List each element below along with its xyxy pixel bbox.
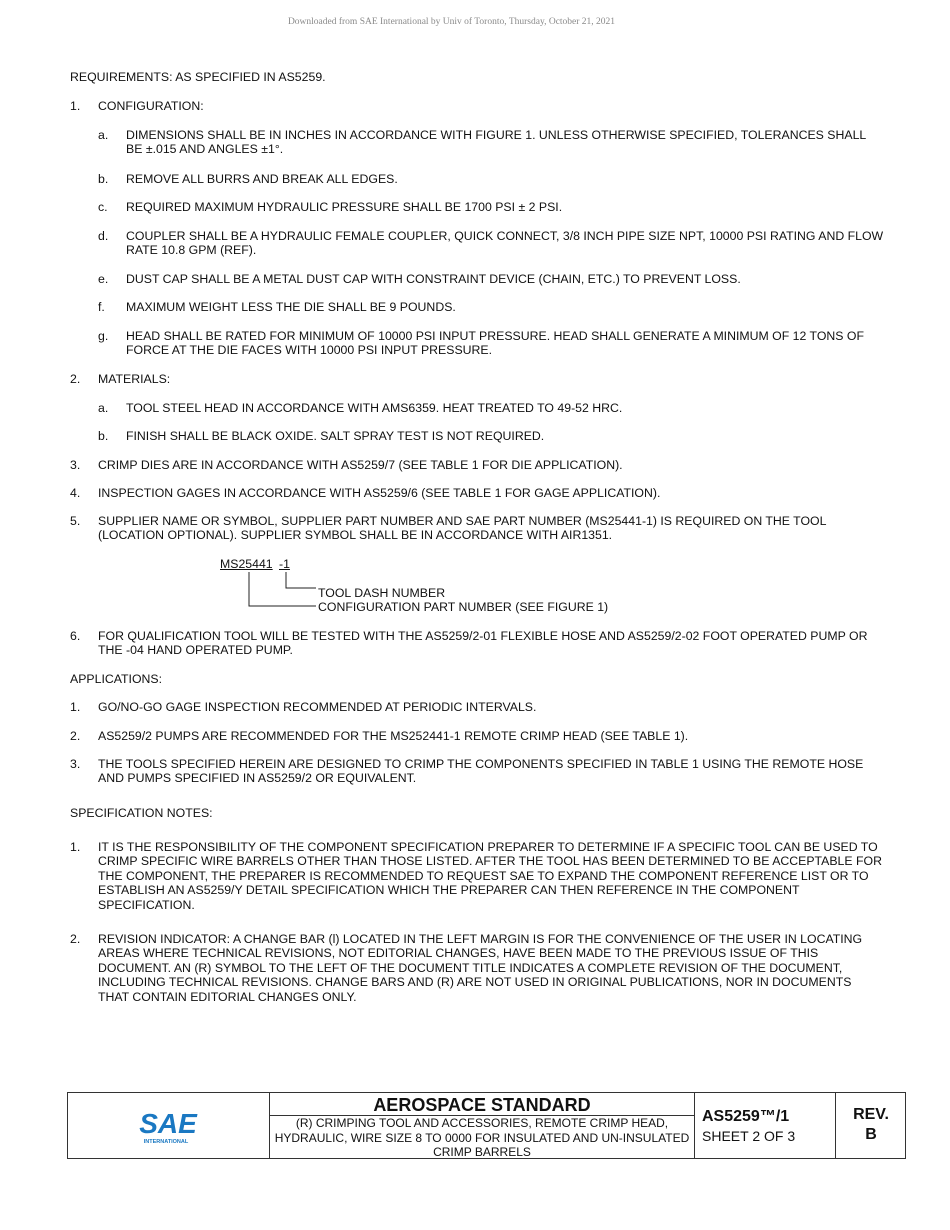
item-text: SUPPLIER NAME OR SYMBOL, SUPPLIER PART NUMBER AND SAE PART NUMBER (MS25441-1) IS REQUIRED ON THE TOOL (LOCATION OPTIONAL). SUPPLIER SYMBOL SHALL BE IN ACCORDANCE WITH AIR1351. [98, 514, 826, 543]
item-number: 5. [70, 514, 81, 528]
dash-number-label: TOOL DASH NUMBER [318, 586, 446, 600]
item-text: IT IS THE RESPONSIBILITY OF THE COMPONENT SPECIFICATION PREPARER TO DETERMINE IF A SPECIFIC TOOL CAN BE USED TO CRIMP SPECIFIC WIRE BARRELS OTHER THAN THOSE LISTED. AFTER THE TOOL HAS BEEN DETERMINED TO BE ACCEPTABLE FOR THE COMPONENT, THE PREPARER IS RECOMMENDED TO REQUEST SAE TO EXPAND THE COMPONENT REFERENCE LIST OR TO ESTABLISH AN AS5259/Y DETAIL SPECIFICATION WHICH THE PREPARER CAN THEN REFERENCE IN THE COMPONENT SPECIFICATION. [98, 840, 882, 912]
title-block [67, 1092, 906, 1159]
item-text: AS5259/2 PUMPS ARE RECOMMENDED FOR THE MS252441-1 REMOTE CRIMP HEAD (SEE TABLE 1). [98, 729, 689, 743]
sae-logo-mark [136, 1107, 200, 1147]
document-type-title: AEROSPACE STANDARD [373, 1095, 591, 1115]
part-number-leader-lines [240, 572, 330, 612]
item-text: THE TOOLS SPECIFIED HEREIN ARE DESIGNED TO CRIMP THE COMPONENTS SPECIFIED IN TABLE 1 USING THE REMOTE HOSE AND PUMPS SPECIFIED IN AS5259/2 OR EQUIVALENT. [98, 757, 864, 786]
item-number: c. [98, 200, 108, 214]
item-text: FOR QUALIFICATION TOOL WILL BE TESTED WITH THE AS5259/2-01 FLEXIBLE HOSE AND AS5259/2-02 FOOT OPERATED PUMP OR THE -04 HAND OPERATED PUMP. [98, 629, 868, 658]
item-text: CONFIGURATION: [98, 99, 204, 113]
item-text: GO/NO-GO GAGE INSPECTION RECOMMENDED AT PERIODIC INTERVALS. [98, 700, 537, 714]
item-text: REMOVE ALL BURRS AND BREAK ALL EDGES. [126, 172, 398, 186]
download-watermark: Downloaded from SAE International by Univ of Toronto, Thursday, October 21, 2021 [287, 17, 616, 27]
item-number: a. [98, 128, 109, 142]
item-text: CRIMP DIES ARE IN ACCORDANCE WITH AS5259/7 (SEE TABLE 1 FOR DIE APPLICATION). [98, 458, 623, 472]
item-number: g. [98, 329, 109, 343]
item-number: 1. [70, 99, 81, 113]
item-number: 2. [70, 372, 81, 386]
revision-value: B [865, 1126, 877, 1143]
item-text: TOOL STEEL HEAD IN ACCORDANCE WITH AMS6359. HEAT TREATED TO 49-52 HRC. [126, 401, 623, 415]
item-number: b. [98, 429, 109, 443]
item-number: 3. [70, 458, 81, 472]
sheet-number: SHEET 2 OF 3 [702, 1128, 796, 1144]
item-number: 2. [70, 729, 81, 743]
item-number: e. [98, 272, 109, 286]
item-text: MATERIALS: [98, 372, 171, 386]
item-number: 2. [70, 932, 81, 946]
part-number-dash: -1 [279, 557, 290, 571]
item-text: REQUIRED MAXIMUM HYDRAULIC PRESSURE SHALL BE 1700 PSI ± 2 PSI. [126, 200, 563, 214]
logo-text: SAE [139, 1108, 197, 1139]
logo-subtext: INTERNATIONAL [143, 1139, 189, 1145]
document-number: AS5259™/1 [702, 1108, 790, 1125]
item-number: 6. [70, 629, 81, 643]
item-number: 4. [70, 486, 81, 500]
divider [694, 1093, 695, 1158]
item-text: INSPECTION GAGES IN ACCORDANCE WITH AS5259/6 (SEE TABLE 1 FOR GAGE APPLICATION). [98, 486, 661, 500]
item-text: DIMENSIONS SHALL BE IN INCHES IN ACCORDANCE WITH FIGURE 1. UNLESS OTHERWISE SPECIFIED, TOLERANCES SHALL BE ±.015 AND ANGLES ±1°. [126, 128, 866, 157]
item-number: 1. [70, 700, 81, 714]
revision [836, 1105, 906, 1145]
item-number: f. [98, 300, 105, 314]
notes-heading: SPECIFICATION NOTES: [70, 806, 213, 820]
item-number: a. [98, 401, 109, 415]
item-number: 3. [70, 757, 81, 771]
item-text: MAXIMUM WEIGHT LESS THE DIE SHALL BE 9 POUNDS. [126, 300, 456, 314]
item-text: REVISION INDICATOR: A CHANGE BAR (l) LOCATED IN THE LEFT MARGIN IS FOR THE CONVENIENCE OF THE USER IN LOCATING AREAS WHERE TECHNICAL REVISIONS, NOT EDITORIAL CHANGES, HAVE BEEN MADE TO THE PREVIOUS ISSUE OF THIS DOCUMENT. AN (R) SYMBOL TO THE LEFT OF THE DOCUMENT TITLE INDICATES A COMPLETE REVISION OF THE DOCUMENT, INCLUDING TECHNICAL REVISIONS. CHANGE BARS AND (R) ARE NOT USED IN ORIGINAL PUBLICATIONS, NOR IN DOCUMENTS THAT CONTAIN EDITORIAL CHANGES ONLY. [98, 932, 863, 1004]
document-description: (R) CRIMPING TOOL AND ACCESSORIES, REMOTE CRIMP HEAD, HYDRAULIC, WIRE SIZE 8 TO 0000 FOR INSULATED AND UN-INSULATED CRIMP BARRELS [274, 1116, 690, 1159]
item-number: d. [98, 229, 109, 243]
requirements-heading: REQUIREMENTS: AS SPECIFIED IN AS5259. [70, 70, 326, 84]
item-text: FINISH SHALL BE BLACK OXIDE. SALT SPRAY TEST IS NOT REQUIRED. [126, 429, 545, 443]
item-text: HEAD SHALL BE RATED FOR MINIMUM OF 10000 PSI INPUT PRESSURE. HEAD SHALL GENERATE A MINIMUM OF 12 TONS OF FORCE AT THE DIE FACES WITH 10000 PSI INPUT PRESSURE. [126, 329, 864, 358]
configuration-label: CONFIGURATION PART NUMBER (SEE FIGURE 1) [318, 600, 609, 614]
item-number: b. [98, 172, 109, 186]
sae-logo [136, 1107, 200, 1147]
part-number-base: MS25441 [220, 557, 273, 571]
item-text: COUPLER SHALL BE A HYDRAULIC FEMALE COUPLER, QUICK CONNECT, 3/8 INCH PIPE SIZE NPT, 10000 PSI RATING AND FLOW RATE 10.8 GPM (REF). [126, 229, 884, 258]
item-number: 1. [70, 840, 81, 854]
item-text: DUST CAP SHALL BE A METAL DUST CAP WITH CONSTRAINT DEVICE (CHAIN, ETC.) TO PREVENT LOSS. [126, 272, 741, 286]
applications-heading: APPLICATIONS: [70, 672, 163, 686]
revision-label: REV. [853, 1106, 889, 1123]
